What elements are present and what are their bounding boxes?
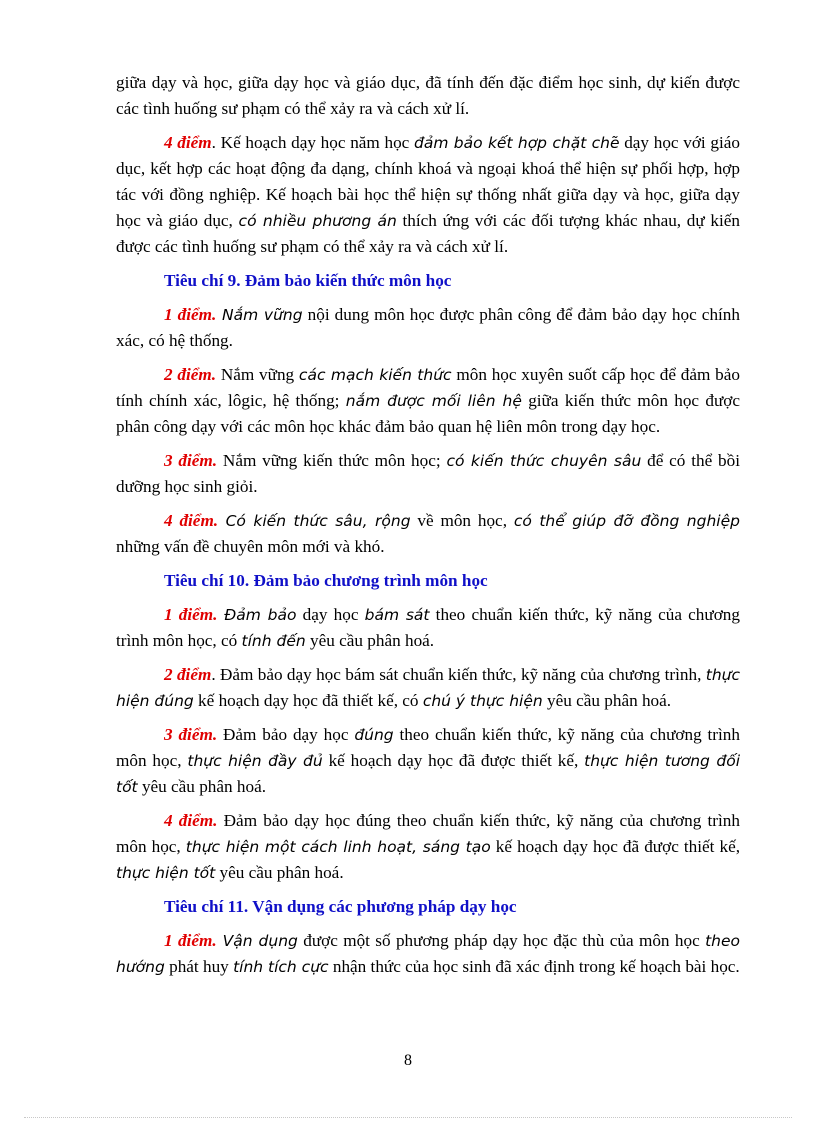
page-number: 8 (404, 1052, 412, 1069)
criterion-9-2-points: 2 điểm. Nắm vững các mạch kiến thức môn học xuyên suốt cấp học để đảm bảo tính chính xác, lôgic, hệ thống; nắm được mối liên hệ giữa kiến thức môn học được phân công dạy với các môn học khác đảm bảo quan hệ liên môn trong dạy học. (116, 365, 740, 436)
criterion-9-3-points: 3 điểm. Nắm vững kiến thức môn học; có kiến thức chuyên sâu để có thể bồi dưỡng học sinh giỏi. (116, 451, 740, 496)
criterion-10-1-point: 1 điểm. Đảm bảo dạy học bám sát theo chuẩn kiến thức, kỹ năng của chương trình môn học, có tính đến yêu cầu phân hoá. (116, 605, 740, 650)
score-label: 3 điểm. (164, 725, 218, 744)
score-label: 4 điểm. (164, 811, 218, 830)
paragraph-continuation: giữa dạy và học, giữa dạy học và giáo dục, đã tính đến đặc điểm học sinh, dự kiến được các tình huống sư phạm có thể xảy ra và cách xử lí. (116, 73, 740, 118)
criterion-9-4-points: 4 điểm. Có kiến thức sâu, rộng về môn học, có thể giúp đỡ đồng nghiệp những vấn đề chuyên môn mới và khó. (116, 511, 740, 556)
score-label: 1 điểm. (164, 605, 218, 624)
score-label: 2 điểm (164, 665, 212, 684)
criterion-10-3-points: 3 điểm. Đảm bảo dạy học đúng theo chuẩn kiến thức, kỹ năng của chương trình môn học, thực hiện đầy đủ kế hoạch dạy học đã được thiết kế, thực hiện tương đối tốt yêu cầu phân hoá. (116, 725, 740, 796)
criterion-11-1-point: 1 điểm. Vận dụng được một số phương pháp dạy học đặc thù của môn học theo hướng phát huy tính tích cực nhận thức của học sinh đã xác định trong kế hoạch bài học. (116, 931, 740, 976)
page-bottom-divider (24, 1117, 792, 1118)
score-label: 4 điểm (164, 133, 212, 152)
score-label: 1 điểm. (164, 305, 217, 324)
criterion-10-4-points: 4 điểm. Đảm bảo dạy học đúng theo chuẩn kiến thức, kỹ năng của chương trình môn học, thực hiện một cách linh hoạt, sáng tạo kế hoạch dạy học đã được thiết kế, thực hiện tốt yêu cầu phân hoá. (116, 811, 740, 882)
score-label: 4 điểm. (164, 511, 219, 530)
criterion-9-1-point: 1 điểm. Nắm vững nội dung môn học được phân công để đảm bảo dạy học chính xác, có hệ thống. (116, 305, 740, 350)
criterion-11-heading: Tiêu chí 11. Vận dụng các phương pháp dạy học (164, 897, 517, 916)
score-label: 1 điểm. (164, 931, 217, 950)
criterion-10-heading: Tiêu chí 10. Đảm bảo chương trình môn học (164, 571, 488, 590)
score-label: 3 điểm. (164, 451, 218, 470)
criterion-9-heading: Tiêu chí 9. Đảm bảo kiến thức môn học (164, 271, 452, 290)
criterion-10-2-points: 2 điểm. Đảm bảo dạy học bám sát chuẩn kiến thức, kỹ năng của chương trình, thực hiện đúng kế hoạch dạy học đã thiết kế, có chú ý thực hiện yêu cầu phân hoá. (116, 665, 740, 710)
paragraph-4-points-plan: 4 điểm. Kế hoạch dạy học năm học đảm bảo kết hợp chặt chẽ dạy học với giáo dục, kết hợp các hoạt động đa dạng, chính khoá và ngoại khoá thể hiện sự phối hợp, hợp tác với đồng nghiệp. Kế hoạch bài học thể hiện sự thống nhất giữa dạy và học, giữa dạy học và giáo dục, có nhiều phương án thích ứng với các đối tượng khác nhau, dự kiến được các tình huống sư phạm có thể xảy ra và cách xử lí. (116, 133, 740, 256)
document-page (116, 70, 740, 988)
score-label: 2 điểm. (164, 365, 217, 384)
